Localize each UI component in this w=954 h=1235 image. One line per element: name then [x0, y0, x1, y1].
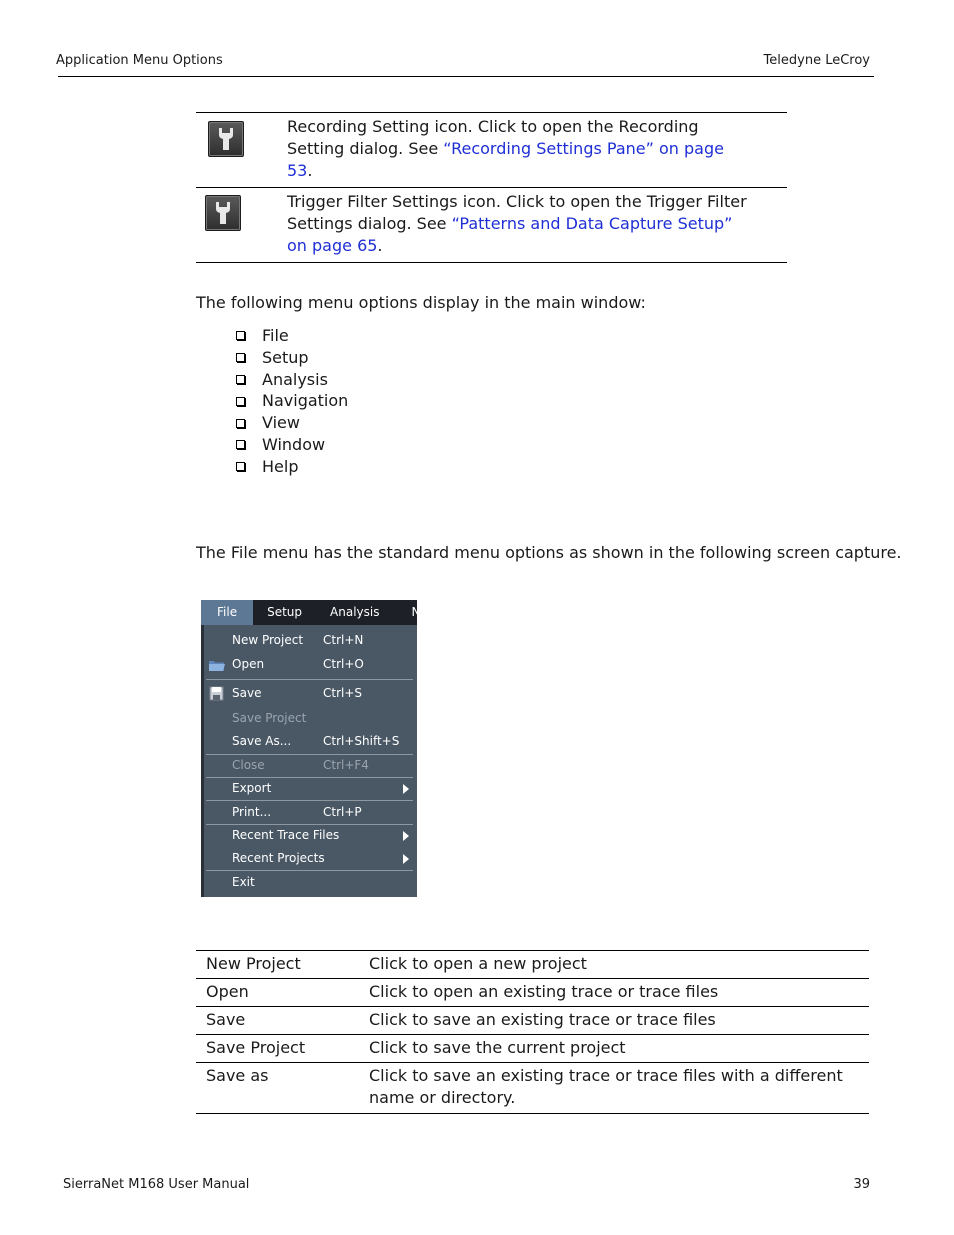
checkbox-bullet-icon [236, 462, 245, 471]
menu-item-close[interactable]: Close Ctrl+F4 [232, 758, 369, 772]
menu-item-exit[interactable]: Exit [232, 875, 255, 889]
checkbox-bullet-icon [236, 375, 245, 384]
list-item: Help [236, 456, 348, 478]
menu-options-list [236, 325, 348, 478]
icon-description-table [196, 112, 787, 263]
table-row: New Project Click to open a new project [196, 951, 869, 979]
menu-separator [206, 870, 413, 871]
menu-item-save[interactable]: Save Ctrl+S [201, 684, 417, 704]
file-menu-options-table [196, 950, 869, 1114]
file-menu-intro: The File menu has the standard menu options as shown in the following screen capture. [196, 543, 902, 562]
table-row: Save Project Click to save the current project [196, 1035, 869, 1063]
floppy-disk-icon [209, 686, 224, 701]
list-item: File [236, 325, 348, 347]
menubar-analysis[interactable]: Analysis [330, 605, 380, 619]
menubar-file[interactable]: File [201, 600, 253, 625]
recording-settings-link[interactable]: “Recording Settings Pane” on page 53 [287, 139, 724, 180]
menu-item-recent-projects[interactable]: Recent Projects [201, 849, 417, 869]
menu-item-print[interactable]: Print... Ctrl+P [232, 805, 362, 819]
table-row: Save Click to save an existing trace or trace files [196, 1007, 869, 1035]
menubar-navigation[interactable]: Na [411, 605, 428, 619]
menu-separator [206, 777, 413, 778]
table-row: Recording Setting icon. Click to open the Recording Setting dialog. See “Recording Settings Pane” on page 53. [196, 113, 787, 188]
menubar [201, 600, 428, 625]
wrench-icon [208, 121, 244, 157]
icon-description: Recording Setting icon. Click to open the Recording Setting dialog. See [287, 117, 699, 158]
submenu-arrow-icon [403, 831, 409, 841]
table-row: Trigger Filter Settings icon. Click to open the Trigger Filter Settings dialog. See “Patterns and Data Capture Setup” on page 65. [196, 188, 787, 263]
menu-item-save-as[interactable]: Save As... Ctrl+Shift+S [232, 734, 400, 748]
menu-options-intro: The following menu options display in the main window: [196, 293, 646, 312]
wrench-icon [205, 195, 241, 231]
submenu-arrow-icon [403, 854, 409, 864]
menu-separator [206, 800, 413, 801]
menu-separator [206, 824, 413, 825]
menu-item-new-project[interactable]: New Project Ctrl+N [232, 633, 364, 647]
checkbox-bullet-icon [236, 440, 245, 449]
checkbox-bullet-icon [236, 397, 245, 406]
table-row: Save as Click to save an existing trace or trace files with a different name or directory. [196, 1063, 869, 1114]
header-rule [58, 76, 874, 77]
menu-item-export[interactable]: Export [201, 779, 417, 799]
checkbox-bullet-icon [236, 353, 245, 362]
checkbox-bullet-icon [236, 331, 245, 340]
list-item: View [236, 412, 348, 434]
patterns-capture-link[interactable]: “Patterns and Data Capture Setup” on page 65 [287, 214, 733, 255]
running-header-company: Teledyne LeCroy [763, 53, 870, 68]
menubar-setup[interactable]: Setup [267, 605, 303, 619]
menu-separator [206, 754, 413, 755]
footer-manual-title: SierraNet M168 User Manual [63, 1177, 250, 1192]
list-item: Window [236, 434, 348, 456]
menu-item-open[interactable]: Open Ctrl+O [201, 655, 417, 675]
list-item: Setup [236, 347, 348, 369]
list-item: Analysis [236, 369, 348, 391]
menu-item-recent-trace-files[interactable]: Recent Trace Files [201, 826, 417, 846]
running-header-section: Application Menu Options [56, 53, 223, 68]
file-menu-screenshot [201, 600, 428, 897]
list-item: Navigation [236, 390, 348, 412]
menu-item-save-project[interactable]: Save Project [232, 711, 307, 725]
table-row: Open Click to open an existing trace or trace files [196, 979, 869, 1007]
submenu-arrow-icon [403, 784, 409, 794]
checkbox-bullet-icon [236, 419, 245, 428]
icon-description: Trigger Filter Settings icon. Click to open the Trigger Filter Settings dialog. See [287, 192, 747, 233]
folder-icon [208, 659, 226, 672]
page-number: 39 [853, 1177, 870, 1192]
menu-separator [206, 679, 413, 680]
